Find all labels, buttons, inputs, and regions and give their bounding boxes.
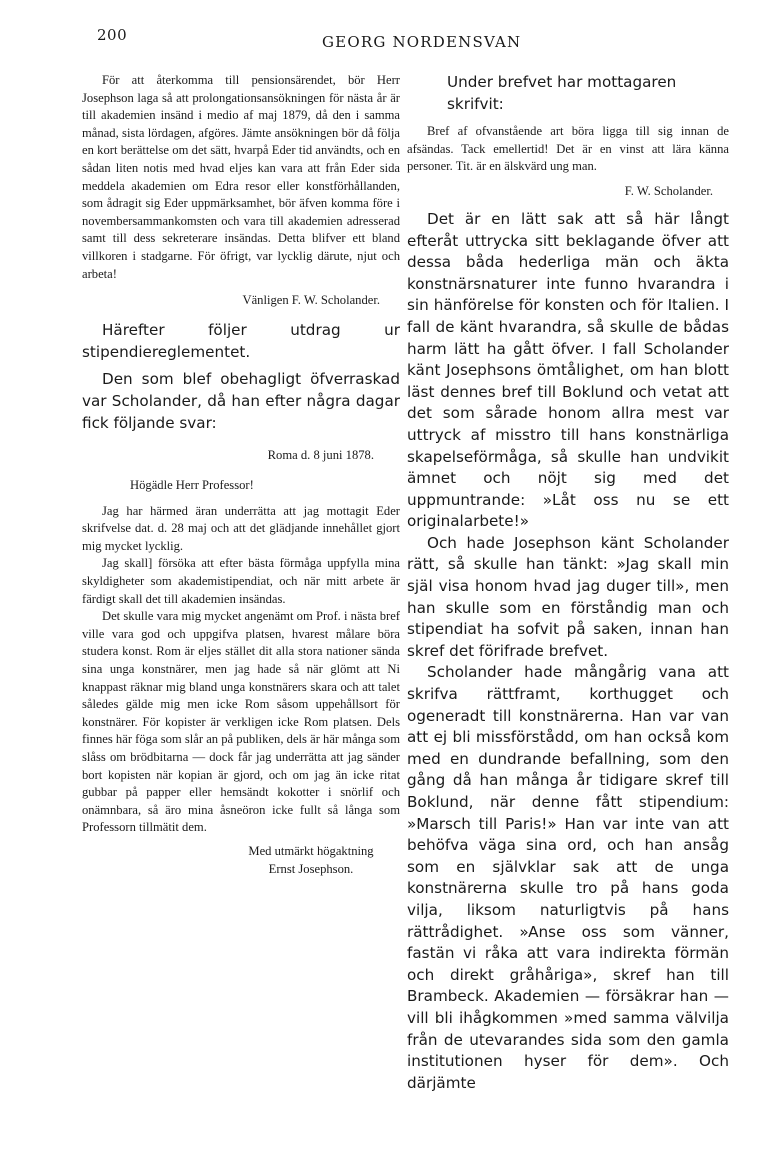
reply-dateline: Roma d. 8 juni 1878. (267, 448, 374, 463)
annotation-note: Bref af ofvanstående art böra ligga till sig innan de afsändas. Tack emellertid! Det är en vinst att lära känna personer. Tit. är en älskvärd ung man. (407, 124, 729, 174)
reply-salutation: Högädle Herr Professor! (130, 478, 254, 493)
right-column (407, 72, 729, 1094)
annotation-signature: F. W. Scholander. (624, 183, 713, 198)
paragraph-surprise: Den som blef obehagligt öfverraskad var Scholander, då han efter några dagar fick följande svar: (82, 370, 400, 432)
running-title: GEORG NORDENSVAN (322, 33, 522, 51)
reply-signature: Ernst Josephson. (268, 861, 354, 876)
reply-paragraph: Det skulle vara mig mycket angenämt om Prof. i nästa bref ville vara god och uppgifva platsen, hvarest målare böra studera konst. Rom är eljes stället dit alla stora nationer sända sina unga konstnärer, men jag hade så när glömt att Ni knappast räknar mig bland unga konstnärers skara och att talet således gälde mig men icke Rom såsom uppehållsort för konstnärer. För kopister är verkligen icke Rom platsen. Dels finnes här föga som slår an på publiken, dels är här många som slåss om brödbitarna — dock får jag underrätta att jag sänder bort kopisten när kopian är gjord, och om jag än icke ritat gubbar på papper eller hemsändt kokotter i snörlif och onämnbara, så äro mina åsneöron icke fullt så långa som Professorn tillmätit dem. (82, 609, 400, 835)
body-paragraph: Det är en lätt sak att så här långt efteråt uttrycka sitt beklagande öfver att dessa båda hederliga män och äkta konstnärsnaturer inte funno hvarandra i sin hänförelse för konsten och för Italien. I fall de känt hvarandra, så skulle de bådas harm lätt ha gått öfver. I fall Scholander känt Josephsons ömtålighet, om han blott läst dennes bref till Boklund och vetat att det som sårade honom allra mest var uttryck af misstro till hans konstnärliga skapelseförmåga, så skulle han undvikit ämnet och nöjt sig med det uppmuntrande: »Låt oss nu se ett originalarbete!» (407, 209, 729, 531)
note-intro: Under brefvet har mottagaren skrifvit: (447, 73, 677, 113)
letter-text: För att återkomma till pensionsärendet, bör Herr Josephson laga så att prolongationsansökningen för nästa år är till akademien insänd i medio af maj 1879, då den i samma månad, sista lördagen, afgöres. Jämte ansökningen bör då följa en kort berättelse om det sätt, hvarpå Eder tid användts, och en sådan liten notis med hvad eljes kan vara att från Eder sida meddela akademien om Edra resor eller konstförhållanden, som ådragit sig Eder uppmärksamhet, bör äfven komma före i novembersammankomsten och vara till akademien adresserad samt till dess sekreterare insändas. Detta blifver ett bland villkoren i stadgarne. För öfrigt, var lycklig därute, njut och arbeta! (82, 73, 400, 281)
reply-paragraph: Jag har härmed äran underrätta att jag mottagit Eder skrifvelse dat. d. 28 maj och att det glädjande innehållet gjort mig mycket lycklig. (82, 503, 400, 553)
page-number: 200 (97, 26, 128, 44)
paragraph-regulations: Härefter följer utdrag ur stipendiereglementet. (82, 321, 400, 361)
body-paragraph: Och hade Josephson känt Scholander rätt, så skulle han tänkt: »Jag skall min själ visa honom hvad jag duger till», men han skulle som en förståndig man och stipendiat ha sofvit på saken, innan han skref det förifrade brefvet. (407, 533, 729, 660)
reply-closing: Med utmärkt högaktning (248, 843, 374, 858)
left-column (82, 72, 400, 878)
letter-signoff: Vänligen F. W. Scholander. (242, 293, 380, 308)
reply-paragraph: Jag skall] försöka att efter bästa förmåga uppfylla mina skyldigheter som akademistipendiat, och när mitt arbete är färdigt skall det till akademien insändas. (82, 556, 400, 606)
body-paragraph: Scholander hade mångårig vana att skrifva rättframt, korthugget och ogeneradt till konstnärerna. Han var van att ej bli missförstådd, om han också kom med en dundrande befallning, som den gång då han många år tidigare skref till Boklund, när denne fått stipendium: »Marsch till Paris!» Han var inte van att behöfva väga sina ord, och han ansåg som en självklar sak att de unga konstnärerna skulle tro på hans goda vilja, liksom naturligtvis på hans rättrådighet. »Anse oss som vänner, fastän vi råka att vara indirekta förmän och direkt gråhåriga», skref han till Brambeck. Akademien — försäkrar han — vill bli ihågkommen »med samma välvilja från de utevarandes sida som den gamla institutionen hyser för dem». Och därjämte (407, 663, 729, 1092)
